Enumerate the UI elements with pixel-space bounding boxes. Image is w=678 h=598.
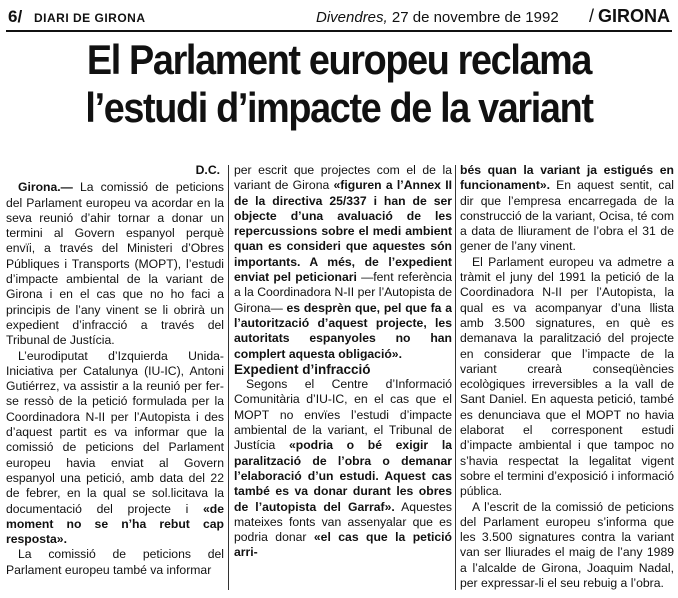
quote-text: bés quan la variant ja estigués en funcionament». xyxy=(460,163,674,193)
issue-date xyxy=(316,9,559,26)
dateline: Girona.— xyxy=(18,180,73,195)
paragraph-text: A l’escrit de la comissió de peticions del Parlament europeu s’informa que les 3.500 signatures contra la variant van ser lliurades el maig de l’any 1989 a l’alcalde de Girona, Joaquim Nadal, per expressar-li el seu rebuig a l’obra. xyxy=(460,499,674,591)
headline-line-1: El Parlament europeu reclama xyxy=(86,36,592,83)
quote-text: «podria o bé exigir la paralització de l’obra o demanar l’elaboració d’un estudi. Aquest cas també es va donar durant les obres de l’autopista del Garraf». xyxy=(234,438,452,514)
byline: D.C. xyxy=(195,163,220,177)
paragraph-text: El Parlament europeu va admetre a tràmit el juny del 1991 la petició de la Coordinadora N-II per l’Autopista, la qual es va acompanyar d’una llista amb 3.500 signatures, en què es demanava la paralització del projecte en considerar que l’impacte de la variant crearà conseqüències ecològiques irreversibles a la vall de Sant Daniel. En aquesta petició, també es denunciava que el MOPT no havia elaborat el corresponent estudi d’impacte ambiental i que tampoc no s’havia respectat la legalitat vigent sobre el termini d’exposició i informació pública. xyxy=(460,254,674,499)
quote-text: «el cas que la petició arri- xyxy=(234,530,452,560)
paragraph-text: Aquestes mateixes fonts van assenyalar que es podria donar xyxy=(234,499,452,545)
column-rule-2 xyxy=(455,165,456,590)
quote-text: es desprèn que, pel que fa a l’autorització d’aquest projecte, les autoritats espanyoles no han complert aquesta obligació». xyxy=(234,300,452,361)
paragraph-text: L’eurodiputat d’Izquierda Unida-Iniciativa per Catalunya (IU-IC), Antoni Gutiérrez, va assistir a la reunió per fer-se ressò de la petició formulada per la Coordinadora N-II per l’Autopista i des d’aquest partit es va informar que la comissió de peticions del Parlament europeu havia enviat al Govern espanyol una petició, amb data del 22 de febrer, en la qual se sol.licitava la documentació del projecte i xyxy=(6,348,224,516)
paragraph xyxy=(6,547,224,578)
paragraph-text: per escrit que projectes com el de la variant de Girona xyxy=(234,163,452,193)
article-column-1 xyxy=(6,163,224,598)
paragraph xyxy=(460,163,674,255)
paragraph-text: Segons el Centre d’Informació Comunitària d’IU-IC, en el cas que el MOPT no envïes l’estudi d’impacte ambiental de la variant, el Tribunal de Justícia xyxy=(234,377,452,453)
paragraph xyxy=(6,180,224,348)
page-header xyxy=(6,4,672,32)
page-number: 6/ xyxy=(8,7,23,26)
headline xyxy=(34,36,644,132)
quote-text: «de moment no se n’ha rebut cap resposta». xyxy=(6,501,224,547)
headline-line-2: l’estudi d’impacte de la variant xyxy=(85,84,593,131)
subheading: Expedient d’infracció xyxy=(234,361,371,377)
paragraph-text: La comissió de peticions del Parlament europeu també va informar xyxy=(6,547,224,577)
paragraph xyxy=(234,163,452,362)
paragraph-text: En aquest sentit, cal dir que l’empresa encarregada de la construcció de la variant, Ocisa, té com a data de lliurament de l’obra el 31 de gener de l’any vinent. xyxy=(460,178,674,254)
paragraph-text: —fent referència a la Coordinadora N-II per l’Autopista de Girona— xyxy=(234,270,452,315)
paragraph-text: La comissió de peticions del Parlament europeu va acordar en la seva reunió d’ahir tornar a donar un termini al Govern espanyol perquè envïi, a través del Ministeri d’Obres Públiques i Transports (MOPT), l’estudi d’impacte ambiental de la variant de Girona i en el cas que no ho faci a principis de l’any vinent se li obrirà un expedient d’infracció a través del Tribunal de Justícia. xyxy=(6,180,224,348)
section-slash: / xyxy=(588,6,594,26)
article-column-2 xyxy=(234,163,452,598)
paragraph xyxy=(6,349,224,548)
section-name xyxy=(589,6,670,27)
paragraph xyxy=(460,255,674,500)
newspaper-name: DIARI DE GIRONA xyxy=(34,11,146,25)
quote-text: «figuren a l’Annex II de la directiva 25/337 i han de ser objecte d’una avaluació de les repercussions sobre el medi ambient quan es consideri que aquestes són importants. A més, de l’expedient enviat pel peticionari xyxy=(234,178,452,285)
section-label: GIRONA xyxy=(598,6,670,26)
paragraph xyxy=(234,377,452,561)
issue-date-text: 27 de novembre de 1992 xyxy=(391,9,559,26)
paragraph xyxy=(460,500,674,592)
issue-weekday: Divendres, xyxy=(316,9,388,26)
column-rule-1 xyxy=(228,165,229,590)
article-column-3 xyxy=(460,163,674,598)
